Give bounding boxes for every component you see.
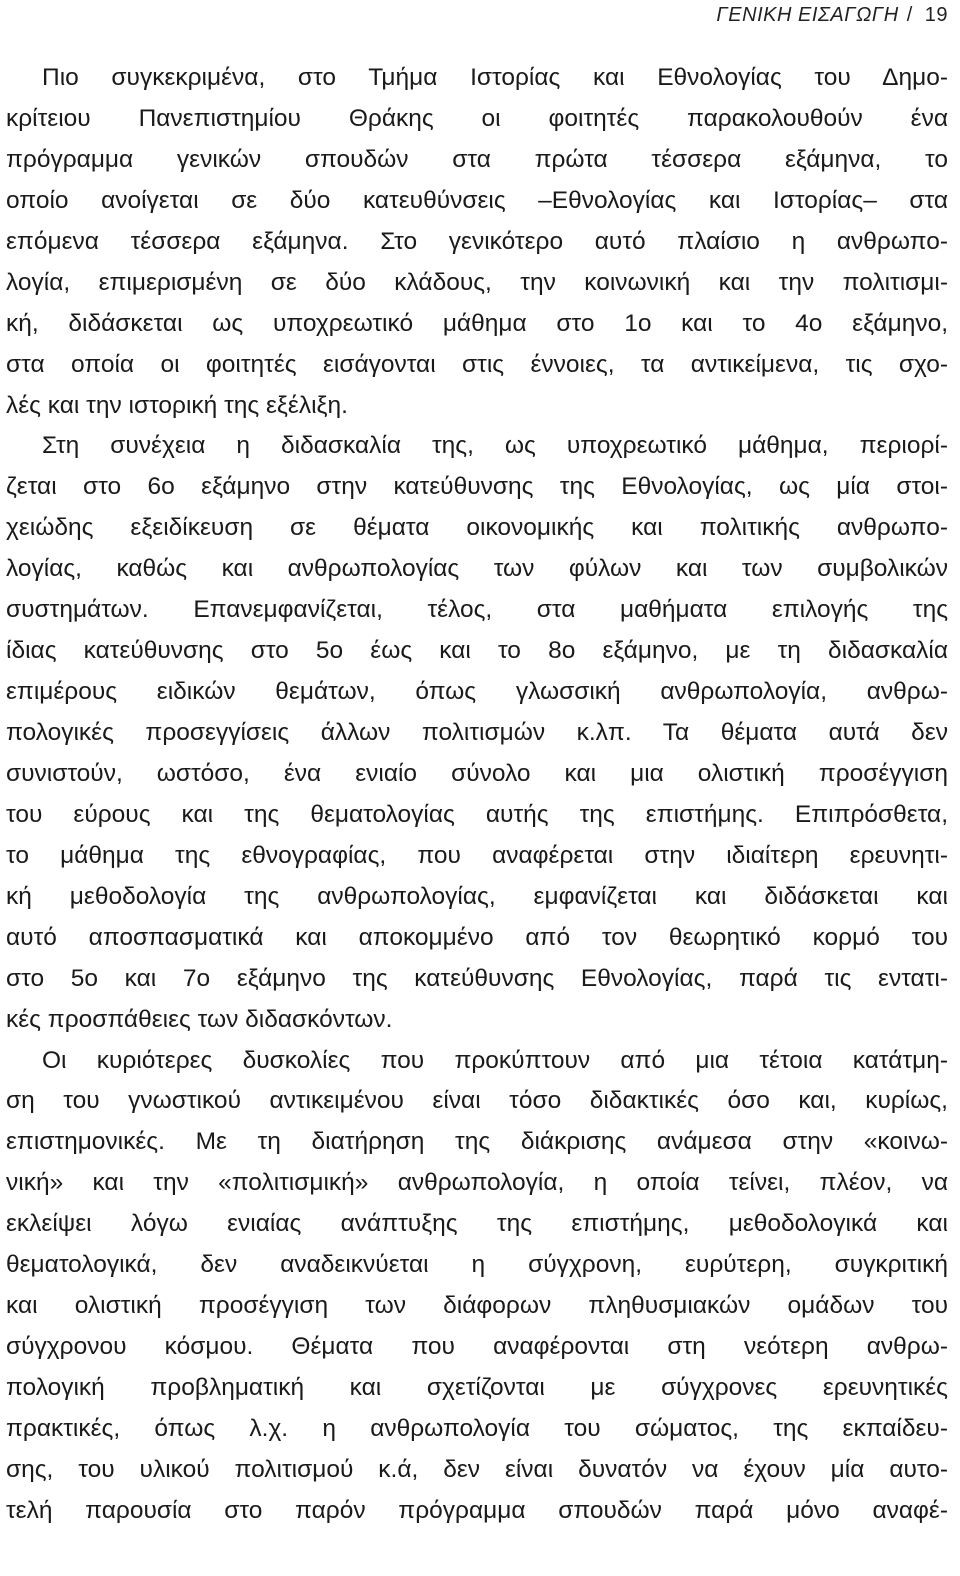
text-line: πολογικές προσεγγίσεις άλλων πολιτισμών κ.λπ. Τα θέματα αυτά δεν <box>6 719 948 746</box>
text-line: πολογική προβληματική και σχετίζονται με σύγχρονες ερευνητικές <box>6 1374 948 1401</box>
text-line: λές και την ιστορική της εξέλιξη. <box>6 391 348 419</box>
text-line: εκλείψει λόγω ενιαίας ανάπτυξης της επιστήμης, μεθοδολογικά και <box>6 1210 948 1238</box>
text-line: οποίο ανοίγεται σε δύο κατευθύνσεις –Εθνολογίας και Ιστορίας– στα <box>6 186 948 214</box>
page-number: 19 <box>924 4 948 26</box>
section-title: ΓΕΝΙΚΗ ΕΙΣΑΓΩΓΗ <box>716 4 899 26</box>
text-line: στα οποία οι φοιτητές εισάγονται στις έννοιες, τα αντικείμενα, τις σχο- <box>6 350 948 378</box>
text-line: πρακτικές, όπως λ.χ. η ανθρωπολογία του σώματος, της εκπαίδευ- <box>6 1414 948 1442</box>
text-line: επιστημονικές. Με τη διατήρηση της διάκρισης ανάμεσα στην «κοινω- <box>6 1128 948 1156</box>
text-line: ζεται στο 6ο εξάμηνο στην κατεύθυνσης της Εθνολογίας, ως μία στοι- <box>6 473 948 501</box>
text-line: επόμενα τέσσερα εξάμηνα. Στο γενικότερο αυτό πλαίσιο η ανθρωπο- <box>6 227 948 255</box>
text-line: ση του γνωστικού αντικειμένου είναι τόσο διδακτικές όσο και, κυρίως, <box>6 1087 948 1115</box>
text-line: πρόγραμμα γενικών σπουδών στα πρώτα τέσσερα εξάμηνα, το <box>6 145 948 173</box>
text-line: θεματολογικά, δεν αναδεικνύεται η σύγχρονη, ευρύτερη, συγκριτική <box>6 1251 948 1279</box>
text-line: λογία, επιμερισμένη σε δύο κλάδους, την κοινωνική και την πολιτισμι- <box>6 268 948 296</box>
text-line: του εύρους και της θεματολογίας αυτής της επιστήμης. Επιπρόσθετα, <box>6 800 948 828</box>
text-line: επιμέρους ειδικών θεμάτων, όπως γλωσσική ανθρωπολογία, ανθρω- <box>6 678 948 706</box>
text-line: κή μεθοδολογία της ανθρωπολογίας, εμφανίζεται και διδάσκεται και <box>6 882 948 910</box>
text-line: αυτό αποσπασματικά και αποκομμένο από τον θεωρητικό κορμό του <box>6 923 948 951</box>
text-line: κρίτειου Πανεπιστημίου Θράκης οι φοιτητές παρακολουθούν ένα <box>6 104 948 132</box>
text-line: λογίας, καθώς και ανθρωπολογίας των φύλων και των συμβολικών <box>6 555 948 583</box>
text-line: Οι κυριότερες δυσκολίες που προκύπτουν από μια τέτοια κατάτμη- <box>42 1046 948 1074</box>
text-line: νική» και την «πολιτισμική» ανθρωπολογία, η οποία τείνει, πλέον, να <box>6 1169 948 1197</box>
text-line: στο 5ο και 7ο εξάμηνο της κατεύθυνσης Εθνολογίας, παρά τις εντατι- <box>6 964 948 992</box>
text-line: κές προσπάθειες των διδασκόντων. <box>6 1005 393 1033</box>
text-line: ίδιας κατεύθυνσης στο 5ο έως και το 8ο εξάμηνο, με τη διδασκαλία <box>6 637 948 665</box>
text-line: το μάθημα της εθνογραφίας, που αναφέρεται στην ιδιαίτερη ερευνητι- <box>6 841 948 869</box>
text-line: συστημάτων. Επανεμφανίζεται, τέλος, στα μαθήματα επιλογής της <box>6 596 948 624</box>
text-line: Στη συνέχεια η διδασκαλία της, ως υποχρεωτικό μάθημα, περιορί- <box>42 432 948 460</box>
text-line: τελή παρουσία στο παρόν πρόγραμμα σπουδών παρά μόνο αναφέ- <box>6 1496 948 1524</box>
text-line: συνιστούν, ωστόσο, ένα ενιαίο σύνολο και μια ολιστική προσέγγιση <box>6 759 948 787</box>
text-line: σης, του υλικού πολιτισμού κ.ά, δεν είναι δυνατόν να έχουν μία αυτο- <box>6 1455 948 1483</box>
running-header <box>716 4 948 27</box>
page-body <box>6 58 948 1532</box>
text-line: Πιο συγκεκριμένα, στο Τμήμα Ιστορίας και Εθνολογίας του Δημο- <box>42 64 948 91</box>
text-line: σύγχρονου κόσμου. Θέματα που αναφέρονται στη νεότερη ανθρω- <box>6 1333 948 1361</box>
text-line: χειώδης εξειδίκευση σε θέματα οικονομικής και πολιτικής ανθρωπο- <box>6 514 948 542</box>
header-separator: / <box>906 4 913 26</box>
text-line: κή, διδάσκεται ως υποχρεωτικό μάθημα στο 1ο και το 4ο εξάμηνο, <box>6 309 948 337</box>
text-line: και ολιστική προσέγγιση των διάφορων πληθυσμιακών ομάδων του <box>6 1292 948 1320</box>
